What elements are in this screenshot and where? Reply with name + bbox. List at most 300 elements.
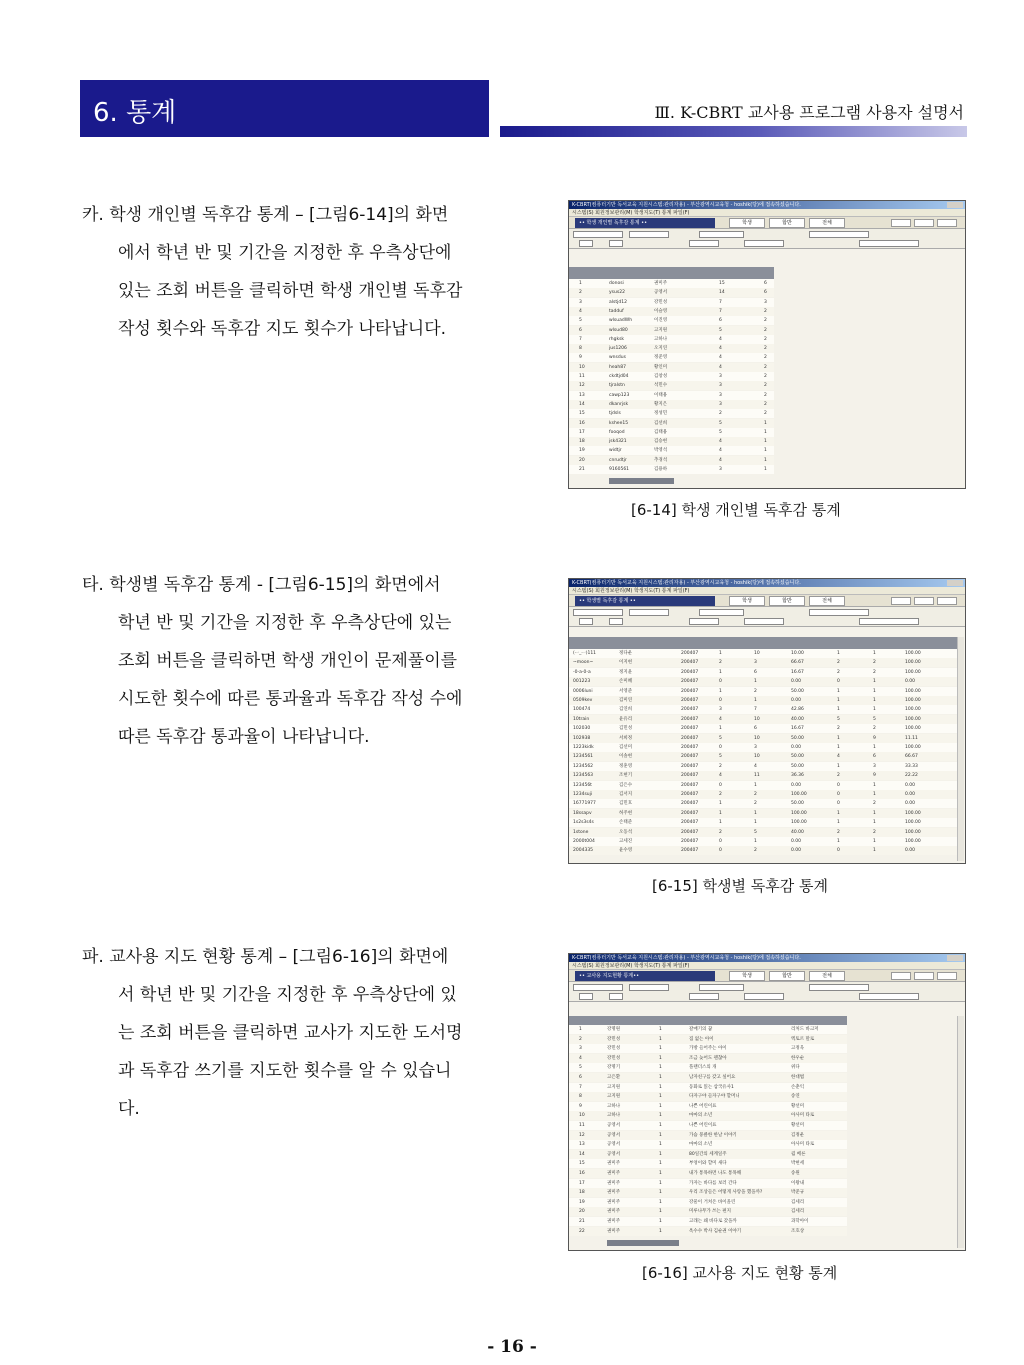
table-cell: 2: [764, 327, 767, 333]
table-cell: 허주현: [619, 810, 633, 816]
table-cell: 4: [719, 346, 722, 352]
table-cell: 3: [579, 299, 582, 305]
table-cell: 1: [837, 698, 840, 703]
table-cell: 11: [579, 374, 585, 379]
table-cell: 6: [764, 281, 767, 286]
filter-input[interactable]: [629, 984, 669, 991]
filter-input[interactable]: [859, 240, 919, 247]
table-cell: 김민호: [619, 801, 633, 807]
table-cell: 윤수영: [619, 848, 633, 854]
table-cell: 21: [579, 467, 585, 472]
table-cell: 2000t004: [573, 839, 595, 844]
page-title: 6. 통계: [93, 98, 177, 128]
table-cell: 0.00: [791, 848, 802, 854]
tab-2[interactable]: 전체: [809, 218, 845, 228]
tab-2[interactable]: 전체: [809, 596, 845, 606]
table-cell: 100.00: [905, 839, 921, 844]
vertical-scrollbar[interactable]: [957, 1016, 964, 1248]
filter-input[interactable]: [689, 240, 719, 247]
table-cell: 1: [659, 1151, 662, 1157]
table-cell: 가슴 뭉클한 한날 이야기: [689, 1132, 737, 1138]
filter-input[interactable]: [609, 618, 623, 625]
table-row[interactable]: [569, 1121, 847, 1130]
screenshot-student-stats: [568, 578, 966, 864]
table-cell: 7: [579, 1084, 582, 1090]
table-cell: 5: [719, 735, 722, 741]
table-cell: 과학아이: [791, 1219, 809, 1224]
table-cell: 1234561: [573, 754, 594, 760]
table-row[interactable]: [569, 1035, 847, 1044]
table-cell: 0.00: [791, 698, 802, 703]
table-cell: 1: [659, 1094, 662, 1100]
table-row[interactable]: [569, 326, 774, 335]
table-row[interactable]: [569, 790, 961, 799]
table-row[interactable]: [569, 335, 774, 344]
paragraph-line: 다.: [118, 1099, 140, 1119]
paragraph-line: 카. 학생 개인별 독후감 통계 – [그림6-14]의 화면: [82, 205, 449, 225]
table-cell: 1stone: [573, 829, 589, 835]
table-row[interactable]: [569, 391, 774, 400]
table-row[interactable]: [569, 809, 961, 818]
table-cell: 공영서: [607, 1142, 621, 1148]
table-cell: 김창성: [654, 374, 668, 379]
table-cell: 0: [719, 848, 722, 854]
table-cell: 200407: [681, 716, 699, 722]
tab-0[interactable]: 학생: [729, 971, 765, 981]
table-cell: 서영준: [619, 688, 633, 694]
window-controls[interactable]: [947, 202, 963, 208]
table-cell: 1: [873, 707, 876, 713]
tab-0[interactable]: 학생: [729, 596, 765, 606]
data-grid: [569, 1016, 965, 1250]
table-cell: 0: [837, 679, 840, 685]
table-cell: 정준영: [654, 355, 668, 361]
table-cell: 10: [579, 364, 585, 370]
filter-input[interactable]: [809, 231, 869, 238]
table-row[interactable]: [569, 409, 774, 418]
table-cell: 33.33: [905, 763, 918, 769]
table-cell: 200407: [681, 773, 699, 779]
table-cell: 1: [659, 1171, 662, 1176]
table-cell: 22.22: [905, 773, 918, 779]
table-cell: 0: [719, 679, 722, 685]
paragraph-line: 서 학년 반 및 기간을 지정한 후 우측상단에 있: [118, 985, 457, 1005]
table-cell: 1: [719, 801, 722, 807]
table-cell: tjralstn: [609, 383, 625, 389]
menu-bar[interactable]: 시스템(S) 회원정보관리(M) 학생지도(T) 통계 파일(F): [569, 962, 965, 970]
filter-input[interactable]: [573, 984, 623, 991]
table-cell: 1: [659, 1219, 662, 1224]
table-cell: 8: [579, 1094, 582, 1100]
table-row[interactable]: [569, 288, 774, 297]
table-cell: 공영서: [607, 1123, 621, 1128]
table-cell: 6: [579, 1075, 582, 1080]
table-cell: 손미혜: [619, 679, 633, 685]
table-cell: 조호상: [791, 1228, 805, 1234]
table-cell: 200407: [681, 688, 699, 694]
table-row[interactable]: [569, 677, 961, 686]
table-cell: 마마의 소년: [689, 1113, 713, 1119]
filter-input[interactable]: [689, 618, 719, 625]
table-row[interactable]: [569, 1044, 847, 1053]
table-cell: 강민성: [607, 1036, 621, 1042]
table-row[interactable]: [569, 696, 961, 705]
table-cell: 200407: [681, 754, 699, 760]
table-cell: 4: [719, 364, 722, 370]
table-cell: 김세리: [791, 1209, 805, 1215]
window-titlebar: [569, 579, 965, 587]
table-cell: 50.00: [791, 763, 804, 769]
table-row[interactable]: [569, 837, 961, 846]
table-cell: 7: [754, 707, 757, 713]
table-row[interactable]: [569, 658, 961, 667]
table-cell: 2: [764, 364, 767, 370]
table-cell: 1: [873, 810, 876, 816]
filter-input[interactable]: [629, 609, 669, 616]
table-row[interactable]: [569, 828, 961, 837]
table-row[interactable]: [569, 1188, 847, 1197]
close-button[interactable]: [937, 972, 957, 980]
table-row[interactable]: [569, 687, 961, 696]
table-row[interactable]: [569, 446, 774, 455]
menu-bar[interactable]: 시스템(S) 회원정보관리(M) 학생지도(T) 통계 파일(F): [569, 587, 965, 595]
tab-2[interactable]: 전체: [809, 971, 845, 981]
table-cell: 1: [837, 763, 840, 769]
table-cell: 10.00: [791, 651, 804, 656]
table-cell: 10train: [573, 716, 590, 722]
table-row[interactable]: [569, 1102, 847, 1111]
window-controls[interactable]: [947, 580, 963, 586]
close-button[interactable]: [937, 219, 957, 227]
table-cell: 우리 조상들은 어떻게 사랑을 했을까?: [689, 1190, 763, 1196]
table-cell: 200407: [681, 735, 699, 741]
filter-input[interactable]: [579, 618, 593, 625]
table-row[interactable]: [569, 1198, 847, 1207]
table-cell: 50.00: [791, 688, 804, 694]
filter-input[interactable]: [699, 609, 744, 616]
table-row[interactable]: [569, 465, 774, 474]
table-cell: 200407: [681, 660, 699, 666]
filter-input[interactable]: [809, 609, 869, 616]
table-row[interactable]: [569, 1169, 847, 1178]
search-button[interactable]: [891, 219, 911, 227]
table-cell: 옥수수 박사 김순권 이야기: [689, 1228, 742, 1234]
paragraph-line: 있는 조회 버튼을 클릭하면 학생 개인별 독후감: [118, 281, 463, 301]
table-cell: 3: [754, 745, 757, 750]
screen-title: •• 교사용 지도현황 통계••: [575, 971, 715, 981]
table-cell: 200407: [681, 782, 699, 788]
table-cell: 17: [579, 1180, 585, 1186]
search-button[interactable]: [891, 972, 911, 980]
table-cell: 100.00: [791, 820, 807, 826]
table-cell: 100.00: [905, 688, 921, 694]
tab-strip: [569, 217, 965, 229]
table-cell: 10: [754, 716, 760, 722]
table-cell: 16.67: [791, 669, 804, 675]
table-cell: 1: [659, 1084, 662, 1090]
print-button[interactable]: [914, 219, 934, 227]
table-row[interactable]: [569, 715, 961, 724]
table-cell: 권미주: [607, 1209, 621, 1215]
table-row[interactable]: [569, 752, 961, 761]
table-row[interactable]: [569, 1083, 847, 1092]
table-cell: 1: [754, 698, 757, 703]
table-row[interactable]: [569, 437, 774, 446]
window-title: K-CBRT(컴퓨터기반 독서교육 지원시스템:관리자용) - 부산광역시교육청 - hoshik(당)에 접속하셨습니다.: [572, 202, 801, 208]
filter-input[interactable]: [609, 993, 623, 1000]
table-cell: 서희정: [619, 735, 633, 741]
screenshot-teacher-guidance-stats: [568, 953, 966, 1251]
table-cell: 200407: [681, 820, 699, 826]
table-cell: 박준규: [791, 1190, 805, 1196]
table-cell: 2: [719, 763, 722, 769]
table-cell: 이슬영: [654, 308, 668, 314]
table-cell: 6: [579, 327, 582, 333]
table-cell: alstjd12: [609, 299, 627, 305]
table-cell: 손태준: [619, 820, 633, 826]
table-cell: 100.00: [905, 820, 921, 826]
table-row[interactable]: [569, 353, 774, 362]
table-cell: jsk4321: [609, 439, 627, 445]
table-cell: kshee15: [609, 420, 629, 426]
table-cell: 황인미: [654, 364, 668, 370]
table-cell: 강민성: [607, 1055, 621, 1061]
table-row[interactable]: [569, 724, 961, 733]
table-row[interactable]: [569, 668, 961, 677]
filter-input[interactable]: [629, 231, 669, 238]
table-cell: 001223: [573, 679, 591, 685]
table-cell: 강명원: [607, 1027, 621, 1032]
table-cell: 66.67: [905, 754, 918, 760]
table-cell: 200407: [681, 707, 699, 713]
table-cell: 0: [837, 801, 840, 807]
table-cell: 100.00: [791, 792, 807, 797]
table-row[interactable]: [569, 372, 774, 381]
table-cell: 윤유리: [619, 716, 633, 722]
table-cell: 0: [719, 782, 722, 788]
table-cell: 갈매기의 꿈: [689, 1027, 713, 1032]
table-cell: 1: [754, 810, 757, 816]
paragraph-line: 과 독후감 쓰기를 지도한 횟수를 알 수 있습니: [118, 1061, 452, 1081]
filter-input[interactable]: [573, 231, 623, 238]
table-cell: 3: [873, 763, 876, 769]
table-row[interactable]: [569, 316, 774, 325]
table-cell: 9: [873, 773, 876, 779]
table-row[interactable]: [569, 818, 961, 827]
table-cell: 100.00: [791, 810, 807, 816]
filter-input[interactable]: [609, 240, 623, 247]
table-row[interactable]: [569, 1140, 847, 1149]
table-row[interactable]: [569, 781, 961, 790]
window-controls[interactable]: [947, 955, 963, 961]
table-cell: 2004335: [573, 848, 594, 854]
filter-input[interactable]: [699, 231, 744, 238]
table-cell: 2: [837, 829, 840, 835]
vertical-scrollbar[interactable]: [957, 637, 964, 861]
table-cell: 1: [764, 457, 767, 463]
table-cell: 2: [579, 290, 582, 296]
table-row[interactable]: [569, 1227, 847, 1236]
print-button[interactable]: [914, 597, 934, 605]
table-cell: 42.86: [791, 707, 804, 713]
table-cell: 김은수: [619, 782, 633, 788]
table-cell: 14: [579, 401, 585, 407]
table-row[interactable]: [569, 419, 774, 428]
table-cell: 6: [754, 726, 757, 732]
menu-bar[interactable]: 시스템(S) 회원정보관리(M) 학생지도(T) 통계 파일(F): [569, 209, 965, 217]
paragraph-line: 조회 버튼을 클릭하면 학생 개인이 문제풀이를: [118, 651, 458, 671]
table-cell: 0.00: [905, 782, 916, 788]
table-row[interactable]: [569, 456, 774, 465]
table-row[interactable]: [569, 771, 961, 780]
table-cell: 김정운: [791, 1132, 805, 1138]
table-row[interactable]: [569, 428, 774, 437]
table-cell: 1: [719, 651, 722, 656]
table-cell: 102030: [573, 726, 591, 732]
table-row[interactable]: [569, 705, 961, 714]
table-cell: 5: [873, 716, 876, 722]
filter-input[interactable]: [809, 984, 869, 991]
table-cell: 200407: [681, 651, 699, 656]
window-titlebar: [569, 954, 965, 962]
table-cell: 고지원: [607, 1094, 621, 1100]
table-cell: 1223kidk: [573, 745, 594, 750]
table-cell: (ㅡ_ㅡ)111: [573, 651, 597, 656]
table-cell: 1: [873, 688, 876, 694]
table-cell: 2: [873, 669, 876, 675]
table-cell: 4: [579, 1055, 582, 1061]
table-row[interactable]: [569, 1063, 847, 1072]
filter-panel: [569, 982, 965, 1002]
table-cell: 4: [719, 773, 722, 779]
table-cell: 가방 들어주는 아이: [689, 1046, 727, 1052]
filter-input[interactable]: [579, 240, 593, 247]
table-cell: 1: [837, 839, 840, 844]
table-cell: 1: [659, 1180, 662, 1186]
table-cell: 1: [659, 1142, 662, 1148]
table-cell: 4: [719, 716, 722, 722]
table-cell: 1: [659, 1190, 662, 1196]
print-button[interactable]: [914, 972, 934, 980]
table-row[interactable]: [569, 1111, 847, 1120]
table-cell: 2: [764, 383, 767, 389]
tab-0[interactable]: 학생: [729, 218, 765, 228]
table-cell: 한우순: [791, 1055, 805, 1061]
table-cell: 4: [719, 448, 722, 454]
table-cell: 한대법: [791, 1075, 805, 1080]
table-cell: 102938: [573, 735, 591, 741]
table-row[interactable]: [569, 1179, 847, 1188]
table-row[interactable]: [569, 846, 961, 855]
filter-input[interactable]: [699, 984, 744, 991]
table-cell: 내가 통목하면 나도 통목해: [689, 1171, 742, 1176]
table-row[interactable]: [569, 1159, 847, 1168]
table-cell: 오지연: [654, 346, 668, 352]
table-row[interactable]: [569, 799, 961, 808]
table-cell: wnsdus: [609, 355, 626, 361]
filter-input[interactable]: [744, 618, 784, 625]
tab-1[interactable]: 합반: [769, 971, 805, 981]
filter-input[interactable]: [859, 618, 919, 625]
table-row[interactable]: [569, 400, 774, 409]
table-cell: 9: [873, 735, 876, 741]
table-row[interactable]: [569, 1025, 847, 1034]
table-row[interactable]: [569, 1073, 847, 1082]
table-row[interactable]: [569, 307, 774, 316]
table-row[interactable]: [569, 734, 961, 743]
table-row[interactable]: [569, 381, 774, 390]
table-row[interactable]: [569, 1092, 847, 1101]
table-cell: 15: [719, 281, 725, 286]
table-cell: fooqod: [609, 429, 625, 435]
table-cell: 이솔현: [619, 754, 633, 760]
table-row[interactable]: [569, 344, 774, 353]
filter-input[interactable]: [859, 993, 919, 1000]
table-cell: 1: [659, 1123, 662, 1128]
tab-1[interactable]: 합반: [769, 596, 805, 606]
table-row[interactable]: [569, 1150, 847, 1159]
table-cell: 6: [754, 669, 757, 675]
table-cell: 4: [719, 439, 722, 445]
filter-input[interactable]: [689, 993, 719, 1000]
table-cell: 권미주: [607, 1228, 621, 1234]
filter-input[interactable]: [744, 240, 784, 247]
table-row[interactable]: [569, 762, 961, 771]
filter-input[interactable]: [744, 993, 784, 1000]
table-cell: 4: [754, 763, 757, 769]
table-cell: 1: [873, 698, 876, 703]
table-row[interactable]: [569, 1131, 847, 1140]
table-cell: 엑토르 말로: [791, 1036, 815, 1042]
data-grid: [569, 267, 965, 488]
tab-1[interactable]: 합반: [769, 218, 805, 228]
table-cell: 고하나: [607, 1103, 621, 1109]
filter-input[interactable]: [573, 609, 623, 616]
table-cell: 14: [579, 1151, 585, 1157]
table-cell: 집 없는 아이: [689, 1036, 714, 1042]
table-cell: 200407: [681, 829, 699, 835]
table-cell: 2: [873, 829, 876, 835]
grid-header: [569, 267, 774, 279]
table-cell: 11.11: [905, 735, 918, 741]
table-cell: 80일간의 세계일주: [689, 1151, 727, 1157]
table-cell: 11: [754, 773, 760, 779]
table-cell: 0: [719, 745, 722, 750]
close-button[interactable]: [937, 597, 957, 605]
table-row[interactable]: [569, 1207, 847, 1216]
table-row[interactable]: [569, 649, 961, 658]
table-cell: 위다: [791, 1065, 800, 1071]
table-cell: 5: [754, 829, 757, 835]
table-cell: 김용하: [654, 467, 668, 472]
search-button[interactable]: [891, 597, 911, 605]
table-row[interactable]: [569, 298, 774, 307]
table-cell: 권미주: [607, 1161, 621, 1167]
table-row[interactable]: [569, 363, 774, 372]
table-cell: 김선희: [654, 420, 668, 426]
filter-input[interactable]: [579, 993, 593, 1000]
table-row[interactable]: [569, 279, 774, 288]
table-cell: 100.00: [905, 726, 921, 732]
table-row[interactable]: [569, 1217, 847, 1226]
table-row[interactable]: [569, 743, 961, 752]
table-cell: 2: [764, 336, 767, 342]
grid-header: [569, 637, 961, 649]
table-row[interactable]: [569, 1054, 847, 1063]
table-cell: dkanrjsk: [609, 401, 629, 407]
table-cell: 2: [764, 318, 767, 324]
table-cell: 1: [754, 839, 757, 844]
